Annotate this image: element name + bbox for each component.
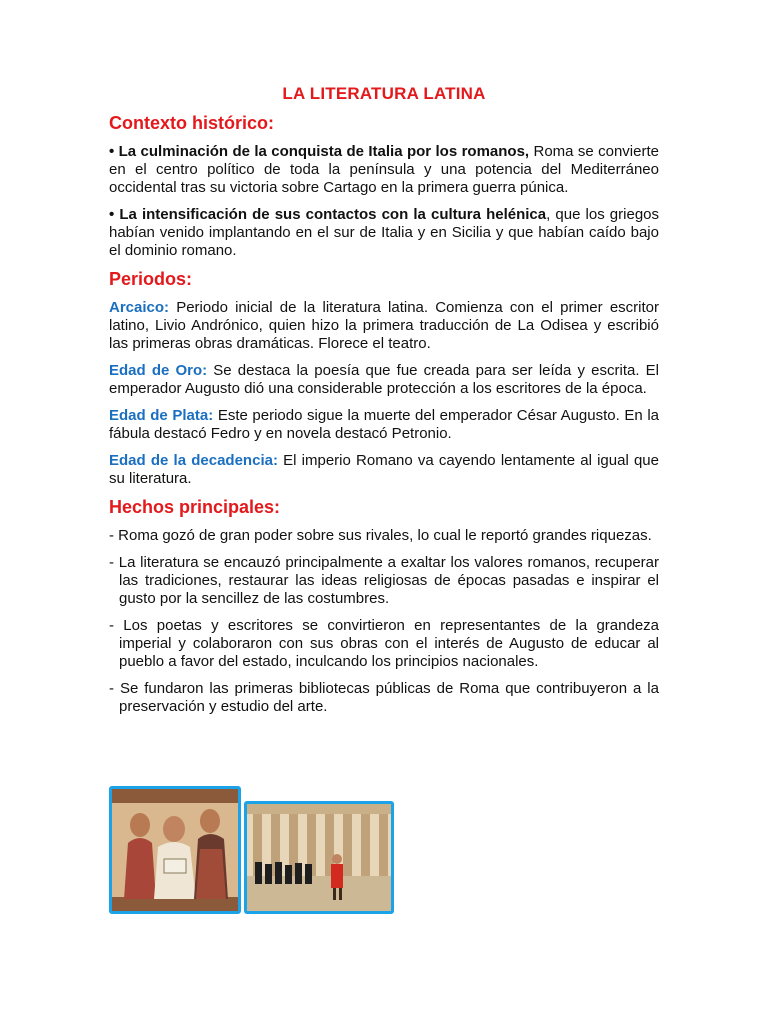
heading-periodos: Periodos:	[109, 269, 193, 289]
hecho-item: - Roma gozó de gran poder sobre sus rivales, lo cual le reportó grandes riquezas.	[109, 527, 652, 544]
contexto-paragraph-2	[109, 206, 659, 260]
periodo-arcaico	[109, 299, 659, 353]
contexto-p1-text: Roma se convierte en el centro político de toda la península y una potencia del Mediterráneo occidental tras su victoria sobre Cartago en la primera guerra púnica.	[109, 143, 659, 196]
periodo-decadencia	[109, 452, 659, 488]
contexto-paragraph-1	[109, 143, 659, 197]
periodo-text: El imperio Romano va cayendo lentamente al igual que su literatura.	[109, 452, 659, 487]
hecho-item: - La literatura se encauzó principalmente a exaltar los valores romanos, recuperar las tradiciones, restaurar las ideas religiosas de épocas pasadas e inspirar el gusto por la sencillez de las costumbres.	[109, 554, 659, 607]
roman-mosaic-image	[109, 786, 241, 914]
periodo-label: Edad de Oro:	[109, 362, 208, 379]
periodo-edad-de-plata	[109, 407, 659, 443]
theatre-illustration	[247, 804, 391, 911]
hecho-item: - Se fundaron las primeras bibliotecas públicas de Roma que contribuyeron a la preservación y estudio del arte.	[109, 680, 659, 715]
heading-hechos: Hechos principales:	[109, 497, 281, 517]
document-title: LA LITERATURA LATINA	[282, 84, 486, 103]
periodo-label: Edad de la decadencia:	[109, 452, 278, 469]
heading-contexto: Contexto histórico:	[109, 113, 274, 133]
document-page	[109, 84, 659, 725]
hecho-item: - Los poetas y escritores se convirtieron en representantes de la grandeza imperial y colaboraron con sus obras con el interés de Augusto de educar al pueblo a favor del estado, inculcando los principios nacionales.	[109, 617, 659, 670]
periodo-edad-de-oro	[109, 362, 659, 398]
periodo-text: Se destaca la poesía que fue creada para ser leída y escrita. El emperador Augusto dió una considerable protección a los escritores de la época.	[109, 362, 659, 397]
periodo-text: Este periodo sigue la muerte del emperador César Augusto. En la fábula destacó Fedro y en novela destacó Petronio.	[109, 407, 659, 442]
periodo-text: Periodo inicial de la literatura latina. Comienza con el primer escritor latino, Livio Andrónico, quien hizo la primera traducción de La Odisea y escribió las primeras obras dramáticas. Florece el teatro.	[109, 299, 659, 352]
contexto-p2-bold: • La intensificación de sus contactos con la cultura helénica	[109, 206, 547, 223]
periodo-label: Arcaico:	[109, 299, 170, 316]
contexto-p1-bold: • La culminación de la conquista de Italia por los romanos,	[109, 143, 530, 160]
mosaic-illustration	[112, 789, 238, 911]
roman-theatre-image	[244, 801, 394, 914]
contexto-p2-text: , que los griegos habían venido implantando en el sur de Italia y en Sicilia y que habían caído bajo el dominio romano.	[109, 206, 659, 259]
periodo-label: Edad de Plata:	[109, 407, 214, 424]
